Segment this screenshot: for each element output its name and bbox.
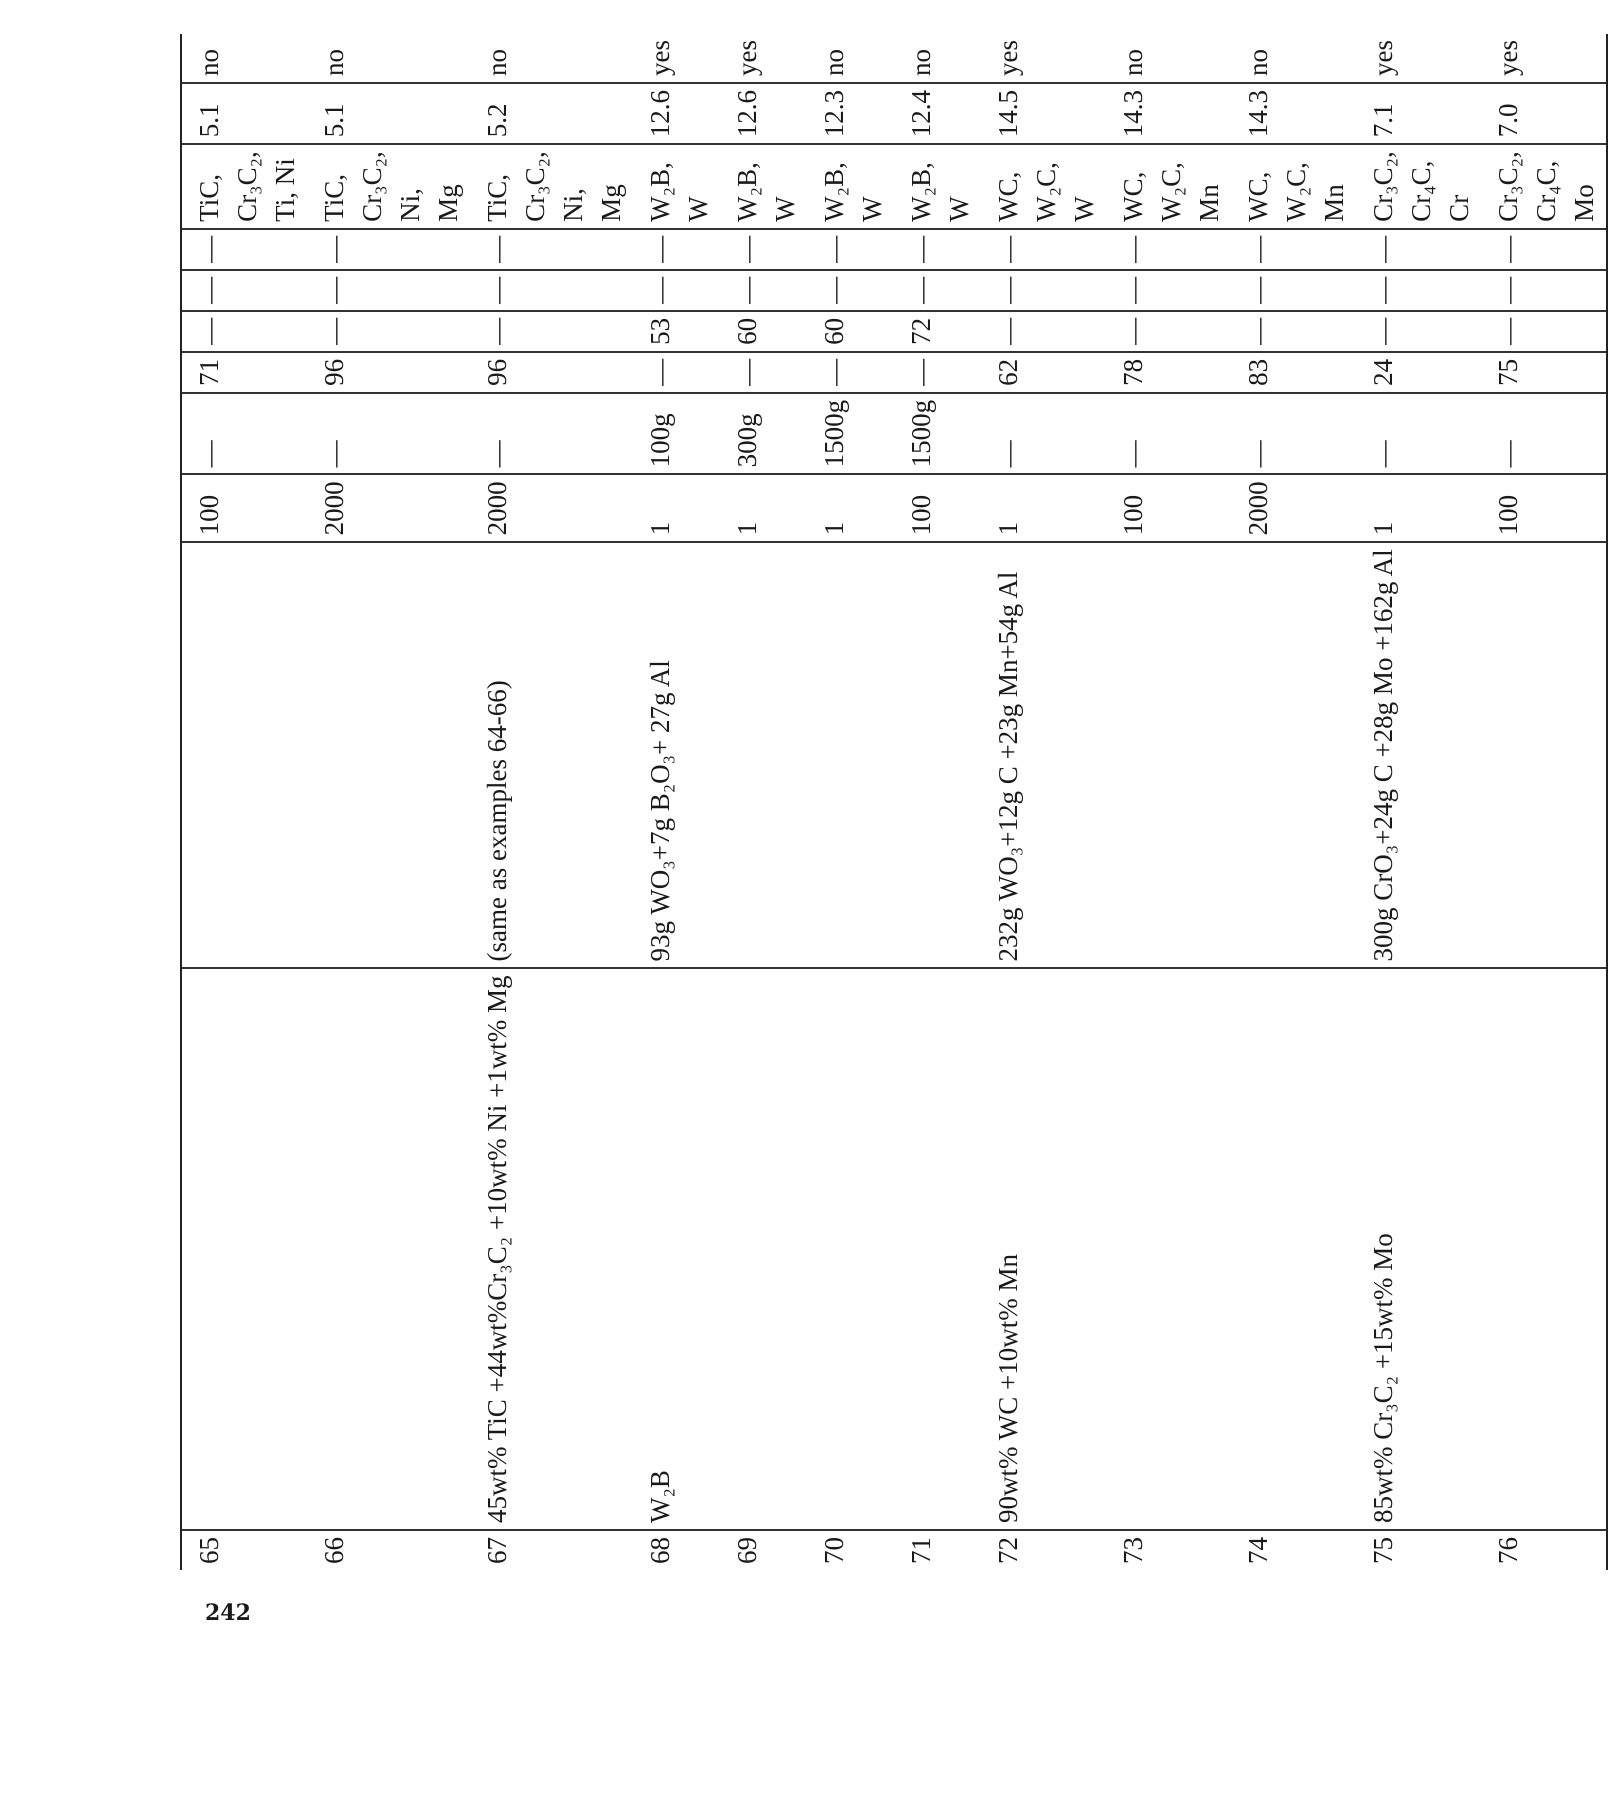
cell-value-3: 62 — [981, 352, 1106, 393]
cell-example-number: 74 — [1243, 1537, 1273, 1564]
cell-additive: — — [181, 393, 307, 475]
page-number: 242 — [205, 1600, 251, 1626]
cell-phase-composition: WC, W₂C, Mn — [1106, 144, 1231, 229]
table-row — [981, 34, 1106, 1570]
table-row — [470, 34, 633, 1570]
cell-phase-composition: W₂B, W — [720, 144, 807, 229]
cell-value-1: 1 — [981, 474, 1106, 542]
cell-additive: 1500g — [807, 393, 894, 475]
cell-value-1: 2000 — [307, 474, 470, 542]
cell-value-4: — — [470, 311, 633, 352]
cell-value-5: — — [181, 270, 307, 311]
cell-value-1: 100 — [1481, 474, 1607, 542]
cell-composition — [807, 968, 894, 1530]
cell-density: 5.2 — [470, 83, 633, 144]
cell-additive: — — [1231, 393, 1356, 475]
cell-result: no — [307, 34, 470, 83]
cell-precursor-mixture — [720, 542, 807, 968]
cell-density: 12.3 — [807, 83, 894, 144]
cell-density: 14.5 — [981, 83, 1106, 144]
cell-value-1: 1 — [720, 474, 807, 542]
cell-value-3: 78 — [1106, 352, 1231, 393]
cell-precursor-mixture — [1481, 542, 1607, 968]
cell-value-5: — — [307, 270, 470, 311]
table-row — [807, 34, 894, 1570]
examples-table — [180, 34, 1608, 1570]
cell-result: yes — [720, 34, 807, 83]
table-row — [633, 34, 720, 1570]
cell-result: no — [1231, 34, 1356, 83]
cell-composition — [1481, 968, 1607, 1530]
cell-example-number: 75 — [1368, 1537, 1398, 1564]
cell-value-3: 75 — [1481, 352, 1607, 393]
cell-value-5: — — [1106, 270, 1231, 311]
cell-phase-composition: W₂B, W — [633, 144, 720, 229]
cell-composition — [720, 968, 807, 1530]
cell-phase-composition: WC, W₂C, W — [981, 144, 1106, 229]
cell-value-6: — — [894, 229, 981, 270]
table-row — [720, 34, 807, 1570]
cell-composition: 90wt% WC +10wt% Mn — [981, 968, 1106, 1530]
cell-example-number: 73 — [1118, 1537, 1148, 1564]
cell-result: no — [1106, 34, 1231, 83]
cell-precursor-mixture — [1106, 542, 1231, 968]
cell-value-6: — — [307, 229, 470, 270]
cell-result: yes — [981, 34, 1106, 83]
cell-phase-composition: WC, W₂C, Mn — [1231, 144, 1356, 229]
cell-composition: W₂B — [633, 968, 720, 1530]
cell-value-6: — — [981, 229, 1106, 270]
cell-precursor-mixture — [894, 542, 981, 968]
cell-additive: — — [1106, 393, 1231, 475]
cell-value-6: — — [633, 229, 720, 270]
cell-value-3: — — [633, 352, 720, 393]
table-row — [1106, 34, 1231, 1570]
cell-additive: 300g — [720, 393, 807, 475]
cell-value-4: 60 — [720, 311, 807, 352]
cell-value-1: 100 — [1106, 474, 1231, 542]
cell-composition: 85wt% Cr₃C₂ +15wt% Mo — [1356, 968, 1481, 1530]
cell-example-number: 71 — [906, 1537, 936, 1564]
cell-density: 12.6 — [633, 83, 720, 144]
cell-phase-composition: W₂B, W — [807, 144, 894, 229]
cell-value-3: 96 — [470, 352, 633, 393]
cell-example-number: 69 — [732, 1537, 762, 1564]
cell-result: no — [807, 34, 894, 83]
cell-value-5: — — [633, 270, 720, 311]
cell-precursor-mixture: 93g WO₃+7g B₂O₃+ 27g Al — [633, 542, 720, 968]
cell-result: yes — [1356, 34, 1481, 83]
cell-composition — [307, 968, 470, 1530]
cell-additive: — — [1481, 393, 1607, 475]
table-row — [1356, 34, 1481, 1570]
cell-value-5: — — [1356, 270, 1481, 311]
cell-value-3: 24 — [1356, 352, 1481, 393]
cell-additive: 1500g — [894, 393, 981, 475]
cell-value-4: — — [1356, 311, 1481, 352]
cell-value-1: 1 — [1356, 474, 1481, 542]
cell-phase-composition: TiC, Cr₃C₂, Ni, Mg — [470, 144, 633, 229]
cell-value-4: 72 — [894, 311, 981, 352]
cell-density: 12.4 — [894, 83, 981, 144]
table-row — [1231, 34, 1356, 1570]
cell-value-3: 96 — [307, 352, 470, 393]
cell-value-6: — — [807, 229, 894, 270]
cell-result: yes — [1481, 34, 1607, 83]
cell-phase-composition: Cr₃C₂, Cr₄C, Mo — [1481, 144, 1607, 229]
cell-value-5: — — [1231, 270, 1356, 311]
cell-example-number: 66 — [319, 1537, 349, 1564]
rotated-table-container — [180, 39, 1599, 1570]
cell-composition — [1231, 968, 1356, 1530]
cell-value-4: 53 — [633, 311, 720, 352]
cell-density: 14.3 — [1106, 83, 1231, 144]
cell-composition: 45wt% TiC +44wt%Cr₃C₂ +10wt% Ni +1wt% Mg — [470, 968, 633, 1530]
cell-phase-composition: Cr₃C₂, Cr₄C, Cr — [1356, 144, 1481, 229]
cell-value-5: — — [470, 270, 633, 311]
cell-density: 7.0 — [1481, 83, 1607, 144]
cell-precursor-mixture — [1231, 542, 1356, 968]
cell-value-3: 71 — [181, 352, 307, 393]
cell-example-number: 67 — [482, 1537, 512, 1564]
cell-composition — [894, 968, 981, 1530]
cell-additive: — — [981, 393, 1106, 475]
cell-composition — [1106, 968, 1231, 1530]
table-row — [307, 34, 470, 1570]
cell-precursor-mixture — [181, 542, 307, 968]
cell-example-number: 72 — [993, 1537, 1023, 1564]
table-row — [1481, 34, 1607, 1570]
cell-result: no — [470, 34, 633, 83]
cell-precursor-mixture: (same as examples 64-66) — [470, 542, 633, 968]
cell-value-4: 60 — [807, 311, 894, 352]
cell-density: 12.6 — [720, 83, 807, 144]
cell-phase-composition: W₂B, W — [894, 144, 981, 229]
cell-additive: — — [1356, 393, 1481, 475]
table-row — [894, 34, 981, 1570]
cell-precursor-mixture — [807, 542, 894, 968]
cell-value-3: — — [720, 352, 807, 393]
cell-phase-composition: TiC, Cr₃C₂, Ti, Ni — [181, 144, 307, 229]
cell-phase-composition: TiC, Cr₃C₂, Ni, Mg — [307, 144, 470, 229]
cell-value-3: 83 — [1231, 352, 1356, 393]
cell-value-4: — — [1481, 311, 1607, 352]
cell-additive: — — [307, 393, 470, 475]
cell-value-5: — — [1481, 270, 1607, 311]
cell-value-4: — — [1231, 311, 1356, 352]
cell-result: no — [894, 34, 981, 83]
cell-precursor-mixture: 232g WO₃+12g C +23g Mn+54g Al — [981, 542, 1106, 968]
cell-density: 14.3 — [1231, 83, 1356, 144]
cell-value-1: 2000 — [1231, 474, 1356, 542]
cell-density: 5.1 — [307, 83, 470, 144]
cell-value-6: — — [1106, 229, 1231, 270]
cell-value-5: — — [807, 270, 894, 311]
cell-value-6: — — [181, 229, 307, 270]
cell-result: no — [181, 34, 307, 83]
cell-value-1: 100 — [894, 474, 981, 542]
cell-value-4: — — [307, 311, 470, 352]
cell-value-6: — — [1356, 229, 1481, 270]
cell-value-4: — — [981, 311, 1106, 352]
cell-value-6: — — [1481, 229, 1607, 270]
cell-example-number: 68 — [645, 1537, 675, 1564]
cell-precursor-mixture — [307, 542, 470, 968]
cell-example-number: 70 — [819, 1537, 849, 1564]
cell-value-4: — — [1106, 311, 1231, 352]
cell-value-4: — — [181, 311, 307, 352]
cell-density: 7.1 — [1356, 83, 1481, 144]
cell-value-6: — — [720, 229, 807, 270]
cell-value-1: 1 — [633, 474, 720, 542]
cell-result: yes — [633, 34, 720, 83]
cell-value-3: — — [807, 352, 894, 393]
cell-density: 5.1 — [181, 83, 307, 144]
cell-value-1: 2000 — [470, 474, 633, 542]
cell-precursor-mixture: 300g CrO₃+24g C +28g Mo +162g Al — [1356, 542, 1481, 968]
cell-value-1: 100 — [181, 474, 307, 542]
cell-value-1: 1 — [807, 474, 894, 542]
cell-value-3: — — [894, 352, 981, 393]
cell-value-5: — — [981, 270, 1106, 311]
cell-value-6: — — [470, 229, 633, 270]
cell-example-number: 76 — [1481, 1530, 1607, 1570]
cell-additive: — — [470, 393, 633, 475]
table-body — [181, 34, 1607, 1570]
cell-additive: 100g — [633, 393, 720, 475]
cell-value-6: — — [1231, 229, 1356, 270]
cell-example-number: 65 — [181, 1530, 307, 1570]
cell-composition — [181, 968, 307, 1530]
cell-value-5: — — [720, 270, 807, 311]
cell-value-5: — — [894, 270, 981, 311]
table-row — [181, 34, 307, 1570]
